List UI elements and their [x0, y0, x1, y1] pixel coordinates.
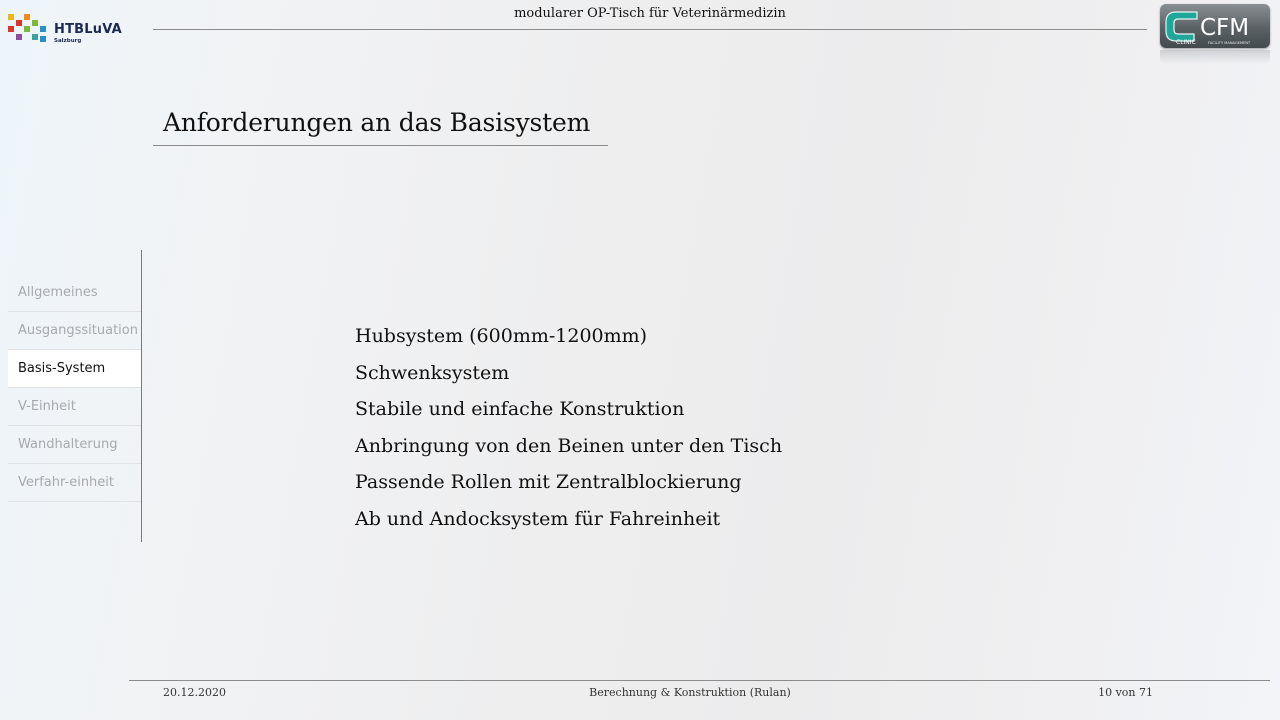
- list-item: Stabile und einfache Konstruktion: [355, 398, 685, 420]
- logo-sub-text: Salzburg: [54, 38, 82, 44]
- cfm-clinic-text: CLINIC: [1176, 39, 1196, 46]
- sidebar-item-wandhalterung[interactable]: Wandhalterung: [8, 426, 141, 464]
- logo-square-icon: [32, 20, 38, 26]
- htbluva-logo: [8, 14, 122, 48]
- list-item: Anbringung von den Beinen unter den Tisch: [355, 434, 783, 457]
- list-item: Ab und Andocksystem für Fahreinheit: [355, 507, 721, 530]
- requirements-list: [355, 318, 782, 537]
- cfm-logo-reflection: [1160, 50, 1270, 64]
- logo-square-icon: [40, 36, 46, 42]
- footer-date: 20.12.2020: [163, 686, 226, 699]
- footer-divider: [129, 680, 1270, 681]
- sidebar-item-ausgangssituation[interactable]: Ausgangssituation: [8, 312, 141, 350]
- sidebar-item-basis-system[interactable]: Basis-System: [8, 350, 141, 388]
- title-underline: [153, 145, 608, 146]
- logo-square-icon: [24, 26, 30, 32]
- logo-square-icon: [16, 34, 22, 40]
- list-item: Passende Rollen mit Zentralblockierung: [355, 471, 742, 493]
- page-number: 10 von 71: [1098, 686, 1153, 699]
- sidebar-nav: [8, 274, 141, 502]
- sidebar-divider: [141, 250, 142, 542]
- cfm-logo-box: [1160, 4, 1270, 48]
- cfm-brand-text: CFM: [1200, 15, 1250, 41]
- presentation-title: modularer OP-Tisch für Veterinärmedizin: [514, 6, 786, 21]
- slide-title: Anforderungen an das Basisystem: [163, 108, 591, 137]
- header-divider: [153, 29, 1147, 30]
- logo-square-icon: [32, 34, 38, 40]
- cfm-tagline-text: FACILITY MANAGEMENT: [1208, 41, 1251, 45]
- logo-brand-text: HTBLuVA: [54, 22, 122, 37]
- list-item: Schwenksystem: [355, 361, 510, 384]
- cfm-c-icon: [1160, 4, 1270, 48]
- logo-square-icon: [8, 14, 14, 20]
- logo-square-icon: [40, 26, 46, 32]
- logo-square-icon: [8, 26, 14, 32]
- footer-subject: Berechnung & Konstruktion (Rulan): [589, 686, 791, 699]
- sidebar-item-allgemeines[interactable]: Allgemeines: [8, 274, 141, 312]
- logo-square-icon: [16, 20, 22, 26]
- sidebar-item-v-einheit[interactable]: V-Einheit: [8, 388, 141, 426]
- logo-square-icon: [24, 14, 30, 20]
- list-item: Hubsystem (600mm-1200mm): [355, 325, 648, 347]
- sidebar-item-verfahr-einheit[interactable]: Verfahr-einheit: [8, 464, 141, 502]
- cfm-logo: [1160, 4, 1270, 64]
